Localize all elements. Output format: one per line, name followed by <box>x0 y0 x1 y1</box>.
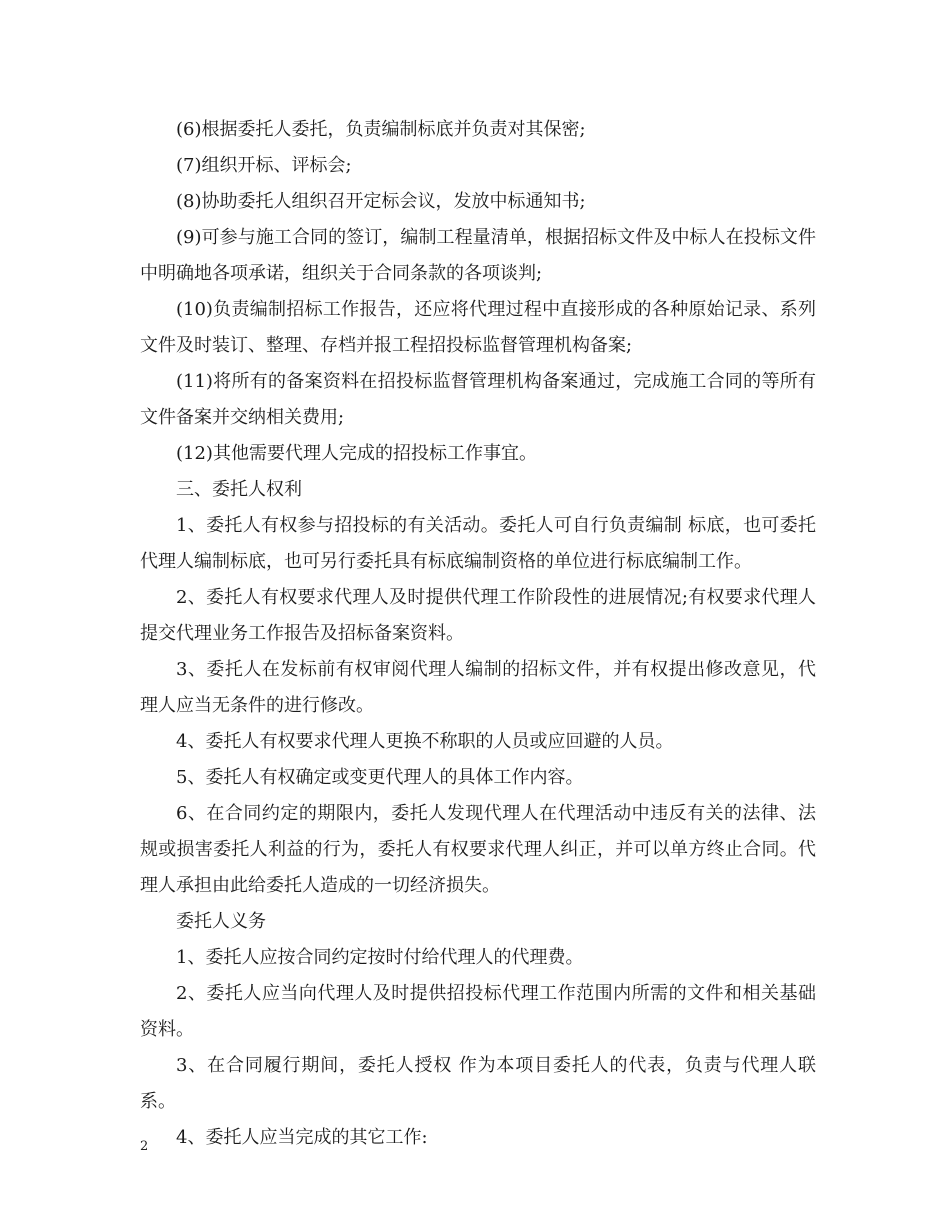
paragraph-item-6: (6)根据委托人委托，负责编制标底并负责对其保密; <box>176 119 586 140</box>
client-right-5: 5、委托人有权确定或变更代理人的具体工作内容。 <box>176 767 584 788</box>
section-heading-client-rights: 三、委托人权利 <box>176 479 302 500</box>
section-heading-client-obligations: 委托人义务 <box>176 911 266 932</box>
client-right-4: 4、委托人有权要求代理人更换不称职的人员或应回避的人员。 <box>176 731 674 752</box>
paragraph-item-10: (10)负责编制招标工作报告，还应将代理过程中直接形成的各种原始记录、系列文件及时装订、整理、存档并报工程招投标监督管理机构备案; <box>140 299 816 356</box>
client-right-1: 1、委托人有权参与招投标的有关活动。委托人可自行负责编制 标底，也可委托代理人编制标底，也可另行委托具有标底编制资格的单位进行标底编制工作。 <box>140 515 816 572</box>
client-obligation-2: 2、委托人应当向代理人及时提供招投标代理工作范围内所需的文件和相关基础资料。 <box>140 983 816 1040</box>
document-body <box>140 112 816 1156</box>
paragraph-item-12: (12)其他需要代理人完成的招投标工作事宜。 <box>176 443 537 464</box>
paragraph-item-9: (9)可参与施工合同的签订，编制工程量清单，根据招标文件及中标人在投标文件中明确地各项承诺，组织关于合同条款的各项谈判; <box>140 227 816 284</box>
client-obligation-3: 3、在合同履行期间，委托人授权 作为本项目委托人的代表，负责与代理人联系。 <box>140 1055 816 1112</box>
page-number: 2 <box>140 1139 149 1154</box>
client-obligation-4: 4、委托人应当完成的其它工作: <box>176 1127 428 1148</box>
client-obligation-1: 1、委托人应按合同约定按时付给代理人的代理费。 <box>176 947 584 968</box>
paragraph-item-8: (8)协助委托人组织召开定标会议，发放中标通知书; <box>176 191 586 212</box>
paragraph-item-11: (11)将所有的备案资料在招投标监督管理机构备案通过，完成施工合同的等所有文件备案并交纳相关费用; <box>140 371 816 428</box>
client-right-3: 3、委托人在发标前有权审阅代理人编制的招标文件，并有权提出修改意见，代理人应当无条件的进行修改。 <box>140 659 816 716</box>
client-right-6: 6、在合同约定的期限内，委托人发现代理人在代理活动中违反有关的法律、法规或损害委托人利益的行为，委托人有权要求代理人纠正，并可以单方终止合同。代理人承担由此给委托人造成的一切经济损失。 <box>140 803 816 896</box>
paragraph-item-7: (7)组织开标、评标会; <box>176 155 352 176</box>
client-right-2: 2、委托人有权要求代理人及时提供代理工作阶段性的进展情况;有权要求代理人提交代理业务工作报告及招标备案资料。 <box>140 587 816 644</box>
